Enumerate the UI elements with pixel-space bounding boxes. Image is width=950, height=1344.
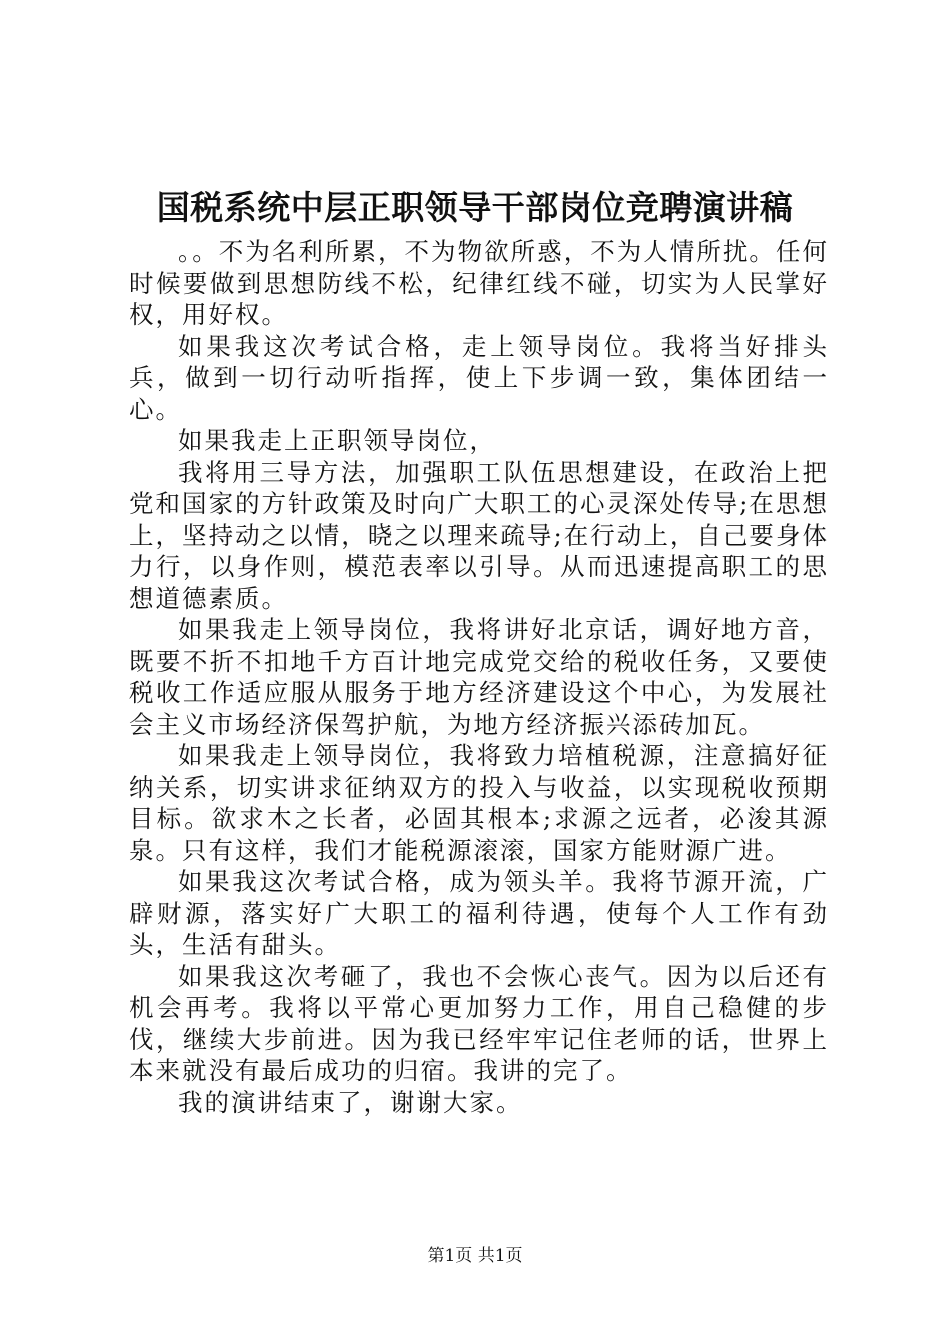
paragraph: 如果我走上正职领导岗位， [178,426,496,455]
paragraph: 我的演讲结束了，谢谢大家。 [178,1087,523,1117]
paragraph: 我将用三导方法，加强职工队伍思想建设，在政治上把党和国家的方针政策及时向广大职工的心灵深处传导;在思想上，坚持动之以情，晓之以理来疏导;在行动上，自己要身体力行，以身作则，模范表率以引导。从而迅速提高职工的思想道德素质。 [129,457,829,613]
paragraph: 如果我走上领导岗位，我将讲好北京话，调好地方音，既要不折不扣地千方百计地完成党交给的税收任务，又要使税收工作适应服从服务于地方经济建设这个中心，为发展社会主义市场经济保驾护航，为地方经济振兴添砖加瓦。 [129,615,829,739]
page-footer: 第1页 共1页 [427,1246,523,1266]
paragraph: 如果我这次考砸了，我也不会恢心丧气。因为以后还有机会再考。我将以平常心更加努力工作，用自己稳健的步伐，继续大步前进。因为我已经牢牢记住老师的话，世界上本来就没有最后成功的归宿。我讲的完了。 [129,961,829,1085]
paragraph: 如果我这次考试合格，成为领头羊。我将节源开流，广辟财源，落实好广大职工的福利待遇，使每个人工作有劲头，生活有甜头。 [129,867,829,959]
document-title: 国税系统中层正职领导干部岗位竞聘演讲稿 [156,188,794,227]
paragraph: 。。不为名利所累，不为物欲所惑，不为人情所扰。任何时候要做到思想防线不松，纪律红线不碰，切实为人民掌好权，用好权。 [129,237,829,329]
document-body [129,236,829,1118]
paragraph: 如果我走上领导岗位，我将致力培植税源，注意搞好征纳关系，切实讲求征纳双方的投入与收益，以实现税收预期目标。欲求木之长者，必固其根本;求源之远者，必浚其源泉。只有这样，我们才能税源滚滚，国家方能财源广进。 [129,741,829,865]
paragraph: 如果我这次考试合格，走上领导岗位。我将当好排头兵，做到一切行动听指挥，使上下步调一致，集体团结一心。 [129,331,829,424]
